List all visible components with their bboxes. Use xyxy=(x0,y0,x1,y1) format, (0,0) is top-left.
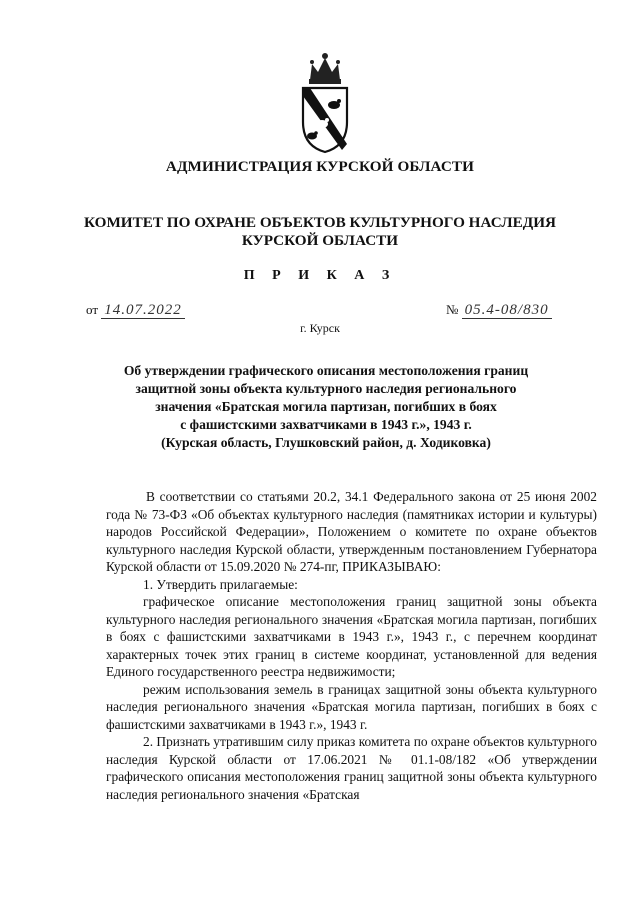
order-number xyxy=(446,302,552,319)
title-line1: Об утверждении графического описания местоположения границ xyxy=(123,363,529,378)
number-prefix: № xyxy=(446,302,459,317)
date-prefix: от xyxy=(86,302,99,317)
preamble-paragraph: В соответствии со статьями 20.2, 34.1 Федерального закона от 25 июня 2002 года № 73-ФЗ «Об объектах культурного наследия (памятниках истории и культуры) народов Российской Федерации», Положением о комитете по охране объектов культурного наследия Курской области, утвержденным постановлением Губернатора Курской области от 15.09.2020 № 274-пг, ПРИКАЗЫВАЮ: xyxy=(106,489,597,574)
committee-heading-line1: КОМИТЕТ ПО ОХРАНЕ ОБЪЕКТОВ КУЛЬТУРНОГО НАСЛЕДИЯ xyxy=(84,214,556,231)
title-line3: значения «Братская могила партизан, погибших в боях xyxy=(155,399,497,414)
handwritten-date: 14.07.2022 xyxy=(101,302,185,319)
handwritten-number: 05.4-08/830 xyxy=(462,302,552,319)
order-date xyxy=(86,302,185,319)
item-2: 2. Признать утратившим силу приказ комитета по охране объектов культурного наследия Курской области от 17.06.2021 № 01.1-08/182 «Об утверждении графического описания местоположения границ защитной зоны объекта культурного наследия регионального значения «Братская xyxy=(106,734,597,802)
title-line2: защитной зоны объекта культурного наследия регионального xyxy=(135,381,517,396)
item-1: 1. Утвердить прилагаемые: xyxy=(143,576,298,592)
order-title xyxy=(96,362,556,452)
order-body xyxy=(106,488,597,803)
item-1-land-use-regime: режим использования земель в границах защитной зоны объекта культурного наследия регионального значения «Братская могила партизан, погибших в боях с фашистскими захватчиками в 1943 г.», 1943 г. xyxy=(106,681,597,732)
administration-heading: АДМИНИСТРАЦИЯ КУРСКОЙ ОБЛАСТИ xyxy=(165,158,475,175)
document-type-heading: П Р И К А З xyxy=(243,268,397,283)
title-line5: (Курская область, Глушковский район, д. Ходиковка) xyxy=(161,435,491,450)
committee-heading-line2: КУРСКОЙ ОБЛАСТИ xyxy=(241,232,399,249)
coat-of-arms-emblem xyxy=(298,50,352,154)
city-label: г. Курск xyxy=(300,321,340,335)
committee-heading xyxy=(0,214,640,250)
title-line4: с фашистскими захватчиками в 1943 г.», 1943 г. xyxy=(180,417,472,432)
item-1-graphic-description: графическое описание местоположения границ защитной зоны объекта культурного наследия регионального значения «Братская могила партизан, погибших в боях с фашистскими захватчиками в 1943 г.», 1943 г., с перечнем координат характерных точек этих границ в системе координат, установленной для ведения Единого государственного реестра недвижимости; xyxy=(106,594,597,679)
